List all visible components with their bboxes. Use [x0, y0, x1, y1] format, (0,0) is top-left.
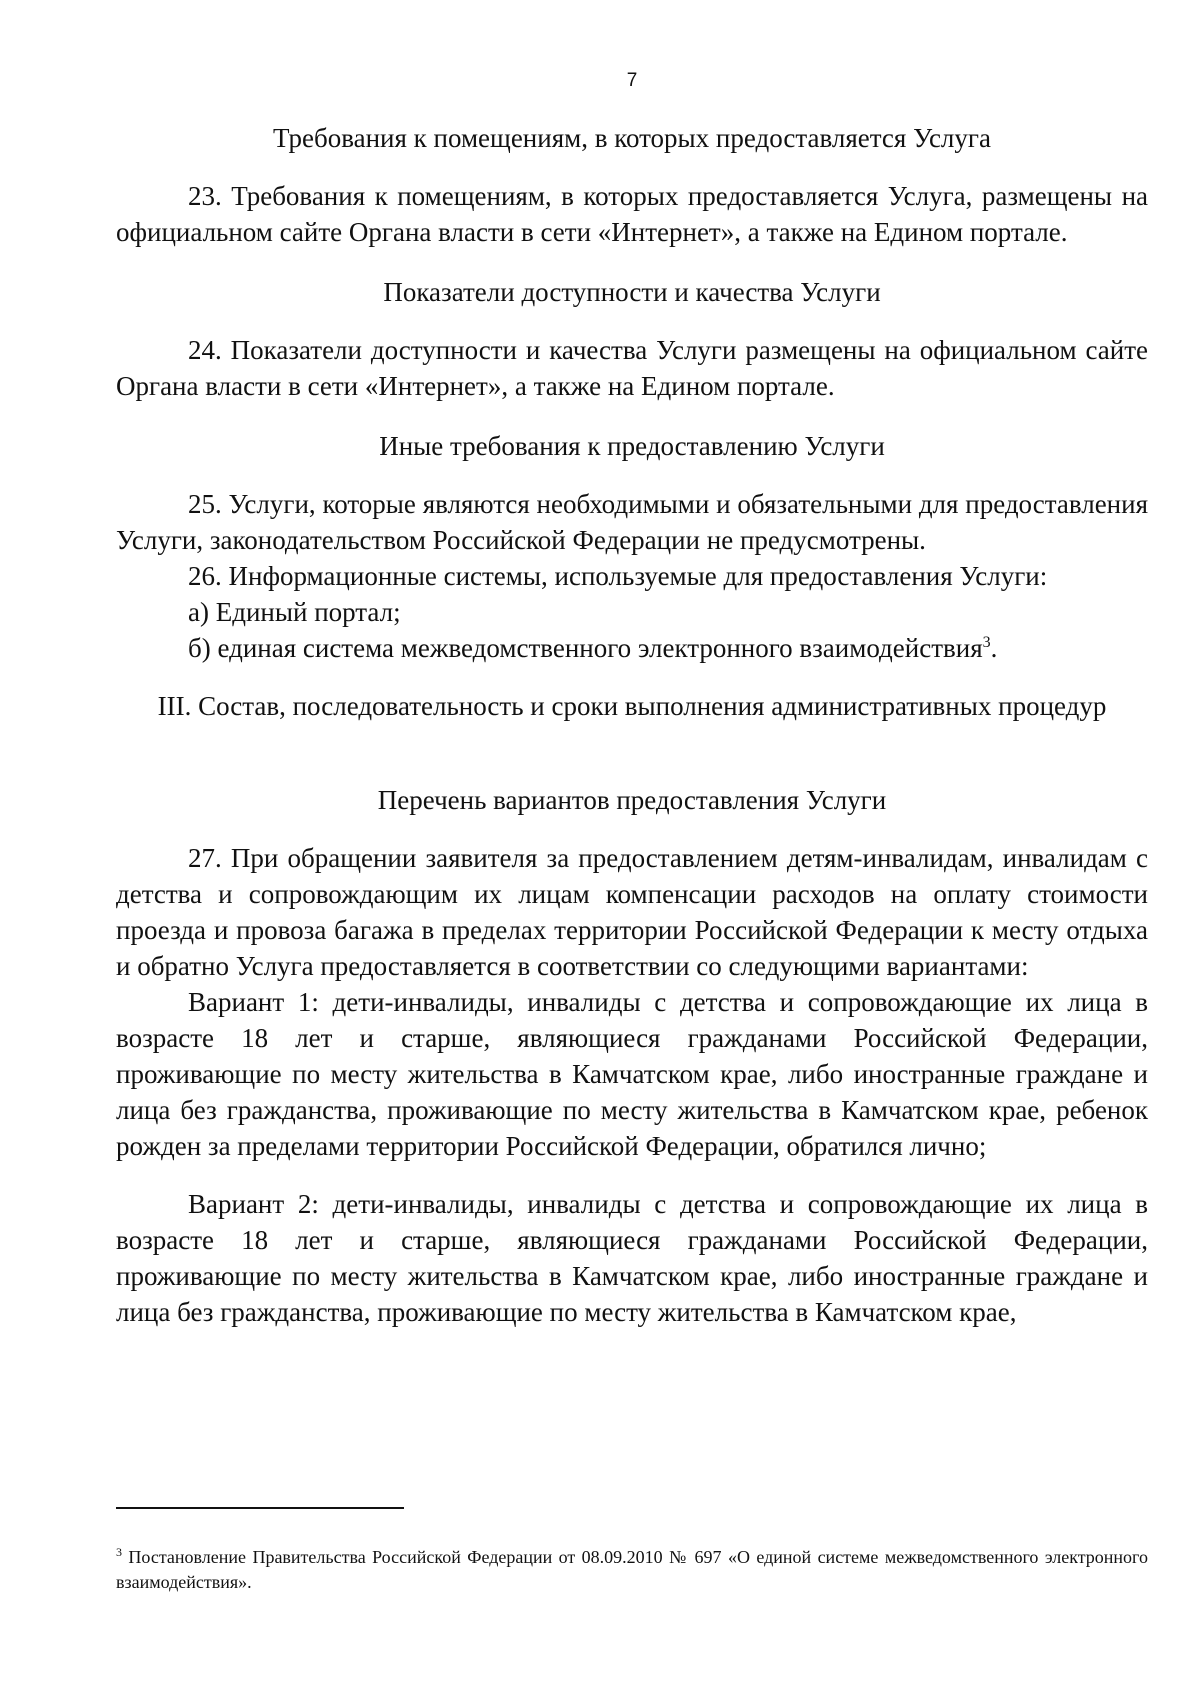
paragraph-24: 24. Показатели доступности и качества Услуги размещены на официальном сайте Органа власти в сети «Интернет», а также на Едином портале. [116, 335, 1148, 401]
list-item-b-text: б) единая система межведомственного электронного взаимодействия [188, 633, 983, 663]
footnote-reference: 3 [982, 634, 991, 651]
variant-2: Вариант 2: дети-инвалиды, инвалиды с детства и сопровождающие их лица в возрасте 18 лет и старше, являющиеся гражданами Российской Федерации, проживающие по месту жительства в Камчатском крае, либо иностранные граждане и лица без гражданства, проживающие по месту жительства в Камчатском крае, [116, 1189, 1148, 1327]
heading-quality: Показатели доступности и качества Услуги [383, 277, 881, 307]
page-number: 7 [626, 70, 638, 91]
paragraph-25: 25. Услуги, которые являются необходимыми и обязательными для предоставления Услуги, законодательством Российской Федерации не предусмотрены. [116, 489, 1148, 555]
list-item-b-end: . [990, 633, 998, 663]
paragraph-23: 23. Требования к помещениям, в которых предоставляется Услуга, размещены на официальном сайте Органа власти в сети «Интернет», а также на Едином портале. [116, 181, 1148, 247]
heading-variants: Перечень вариантов предоставления Услуги [377, 785, 887, 815]
footnote-divider [116, 1507, 404, 1509]
footnote-mark: 3 [116, 1545, 122, 1559]
page-content [116, 120, 1148, 1330]
heading-other-requirements: Иные требования к предоставлению Услуги [379, 431, 885, 461]
list-item-a: а) Единый портал; [188, 597, 401, 627]
footnote [116, 1545, 1148, 1595]
section-3-title: III. Состав, последовательность и сроки выполнения административных процедур [157, 691, 1107, 721]
heading-premises: Требования к помещениям, в которых предоставляется Услуга [273, 123, 991, 153]
paragraph-26: 26. Информационные системы, используемые для предоставления Услуги: [188, 561, 1048, 591]
list-item-b [116, 630, 1148, 666]
paragraph-27: 27. При обращении заявителя за предоставлением детям-инвалидам, инвалидам с детства и сопровождающим их лицам компенсации расходов на оплату стоимости проезда и провоза багажа в пределах территории Российской Федерации к месту отдыха и обратно Услуга предоставляется в соответствии со следующими вариантами: [116, 843, 1148, 981]
document-page [116, 0, 1148, 1697]
variant-1: Вариант 1: дети-инвалиды, инвалиды с детства и сопровождающие их лица в возрасте 18 лет и старше, являющиеся гражданами Российской Федерации, проживающие по месту жительства в Камчатском крае, либо иностранные граждане и лица без гражданства, проживающие по месту жительства в Камчатском крае, ребенок рожден за пределами территории Российской Федерации, обратился лично; [116, 987, 1148, 1161]
footnote-text: Постановление Правительства Российской Федерации от 08.09.2010 № 697 «О единой системе межведомственного электронного взаимодействия». [116, 1547, 1148, 1592]
